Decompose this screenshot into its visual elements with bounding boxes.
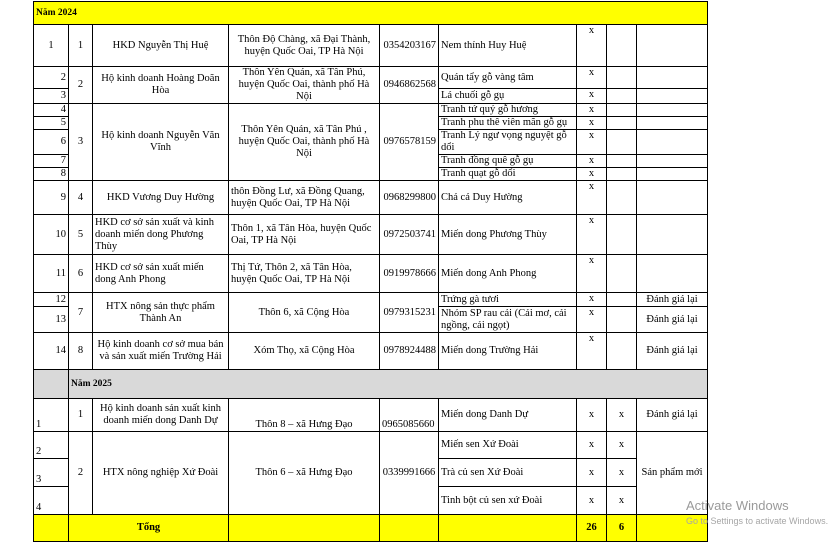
entity-name: HKD cơ sở sản xuất và kinh doanh miến dong Phương Thùy [93,215,229,255]
product-name: Nem thính Huy Huệ [439,25,577,67]
entity-phone: 0965085660 [380,399,439,432]
entity-number: 4 [69,181,93,215]
mark-cell: x [577,89,607,104]
row-number: 7 [34,155,69,168]
mark-cell: x [607,432,637,459]
entity-phone: 0946862568 [380,67,439,104]
row-number: 4 [34,104,69,117]
row-number: 1 [34,25,69,67]
row-number: 2 [34,432,69,459]
empty-cell [607,215,637,255]
row-number: 2 [34,67,69,89]
mark-cell: x [577,104,607,117]
note-cell [637,104,708,117]
product-name: Quán tẩy gỗ vàng tâm [439,67,577,89]
product-name: Miến dong Phương Thùy [439,215,577,255]
entity-phone: 0919978666 [380,255,439,293]
mark-cell: x [577,432,607,459]
entity-name: HTX nông sản thực phẩm Thành An [93,293,229,333]
note-cell [637,89,708,104]
entity-phone: 0978924488 [380,333,439,370]
mark-cell: x [607,399,637,432]
entity-number: 2 [69,67,93,104]
mark-cell: x [577,459,607,487]
entity-name: HKD cơ sở sản xuất miến dong Anh Phong [93,255,229,293]
total-empty [380,515,439,542]
product-name: Tranh phu thê viên mãn gỗ gụ [439,117,577,130]
total-empty [229,515,380,542]
mark-cell: x [577,25,607,67]
product-name: Miến dong Anh Phong [439,255,577,293]
row-number: 4 [34,487,69,515]
entity-name: Hộ kinh doanh cơ sở mua bán và sản xuất miến Trường Hải [93,333,229,370]
entity-address: Thôn 6, xã Cộng Hòa [229,293,380,333]
entity-address: Thôn Độ Chàng, xã Đại Thành, huyện Quốc Oai, TP Hà Nội [229,25,380,67]
entity-name: HTX nông nghiệp Xứ Đoài [93,432,229,515]
section-header-2024: Năm 2024 [34,2,708,25]
entity-address: Thôn 1, xã Tân Hòa, huyện Quốc Oai, TP Hà Nội [229,215,380,255]
row-number: 10 [34,215,69,255]
entity-address: thôn Đồng Lư, xã Đồng Quang, huyện Quốc Oai, TP Hà Nội [229,181,380,215]
entity-phone: 0339991666 [380,432,439,515]
entity-address: Thôn Yên Quán, xã Tân Phú, huyện Quốc Oai, thành phố Hà Nội [229,67,380,104]
note-cell [637,168,708,181]
empty-cell [607,89,637,104]
entity-phone: 0979315231 [380,293,439,333]
mark-cell: x [577,168,607,181]
row-number: 6 [34,130,69,155]
note-cell [637,67,708,89]
empty-cell [607,25,637,67]
mark-cell: x [577,117,607,130]
entity-phone: 0976578159 [380,104,439,181]
mark-cell: x [577,333,607,370]
note-cell: Đánh giá lại [637,333,708,370]
entity-name: Hộ kinh doanh Hoàng Doãn Hòa [93,67,229,104]
entity-name: Hộ kinh doanh sản xuất kinh doanh miến dong Danh Dự [93,399,229,432]
row-number: 3 [34,459,69,487]
row-number: 11 [34,255,69,293]
mark-cell: x [577,307,607,333]
empty-cell [607,104,637,117]
empty-cell [607,255,637,293]
row-number: 5 [34,117,69,130]
total-empty [34,515,69,542]
empty-cell [607,155,637,168]
row-number: 13 [34,307,69,333]
product-name: Miến dong Danh Dự [439,399,577,432]
product-name: Tinh bột củ sen xứ Đoài [439,487,577,515]
product-name: Nhóm SP rau cải (Cải mơ, cải ngồng, cải ngọt) [439,307,577,333]
note-cell [637,215,708,255]
product-name: Trứng gà tươi [439,293,577,307]
mark-cell: x [577,67,607,89]
entity-address: Thôn Yên Quán, xã Tân Phú , huyện Quốc Oai, thành phố Hà Nội [229,104,380,181]
empty-cell [607,130,637,155]
mark-cell: x [577,399,607,432]
total-count-x: 26 [577,515,607,542]
product-name: Miến sen Xứ Đoài [439,432,577,459]
entity-number: 5 [69,215,93,255]
total-label: Tổng [69,515,229,542]
row-number: 8 [34,168,69,181]
note-cell: Sản phẩm mới [637,432,708,515]
mark-cell: x [577,293,607,307]
product-name: Tranh tứ quý gỗ hương [439,104,577,117]
mark-cell: x [607,487,637,515]
mark-cell: x [577,130,607,155]
section-header-2025: Năm 2025 [69,370,708,399]
mark-cell: x [577,255,607,293]
note-cell: Đánh giá lại [637,399,708,432]
entity-address: Thị Tứ, Thôn 2, xã Tân Hòa, huyện Quốc Oai, TP Hà Nội [229,255,380,293]
empty-cell [607,181,637,215]
row-number: 3 [34,89,69,104]
row-number: 1 [34,399,69,432]
product-name: Tranh Lý ngư vọng nguyệt gỗ dổi [439,130,577,155]
activate-windows-watermark: Activate Windows [686,498,789,513]
entity-number: 3 [69,104,93,181]
note-cell [637,181,708,215]
entity-number: 7 [69,293,93,333]
product-name: Chả cá Duy Hường [439,181,577,215]
row-number: 14 [34,333,69,370]
note-cell: Đánh giá lại [637,307,708,333]
entity-name: Hộ kinh doanh Nguyễn Văn Vĩnh [93,104,229,181]
empty-cell [607,307,637,333]
entity-name: HKD Nguyễn Thị Huệ [93,25,229,67]
entity-number: 8 [69,333,93,370]
product-name: Lá chuối gỗ gụ [439,89,577,104]
empty-cell [607,333,637,370]
total-count-6: 6 [607,515,637,542]
note-cell [637,130,708,155]
entity-address: Xóm Thọ, xã Cộng Hòa [229,333,380,370]
mark-cell: x [607,459,637,487]
row-number: 9 [34,181,69,215]
note-cell [637,25,708,67]
entity-number: 1 [69,25,93,67]
entity-name: HKD Vương Duy Hường [93,181,229,215]
activate-windows-subtext: Go to Settings to activate Windows. [686,516,828,526]
note-cell [637,255,708,293]
note-cell: Đánh giá lại [637,293,708,307]
total-empty [439,515,577,542]
empty-cell [607,293,637,307]
entity-number: 2 [69,432,93,515]
entity-number: 1 [69,399,93,432]
product-table [33,1,708,542]
product-name: Tranh đồng quê gỗ gụ [439,155,577,168]
mark-cell: x [577,215,607,255]
product-name: Miến dong Trường Hải [439,333,577,370]
entity-address: Thôn 6 – xã Hưng Đạo [229,432,380,515]
note-cell [637,117,708,130]
mark-cell: x [577,155,607,168]
entity-phone: 0354203167 [380,25,439,67]
empty-cell [607,67,637,89]
entity-address: Thôn 8 – xã Hưng Đạo [229,399,380,432]
mark-cell: x [577,181,607,215]
entity-phone: 0972503741 [380,215,439,255]
row-number: 12 [34,293,69,307]
note-cell [637,155,708,168]
empty-cell [607,168,637,181]
entity-number: 6 [69,255,93,293]
entity-phone: 0968299800 [380,181,439,215]
product-name: Trà củ sen Xứ Đoài [439,459,577,487]
mark-cell: x [577,487,607,515]
empty-cell [607,117,637,130]
product-name: Tranh quạt gỗ dổi [439,168,577,181]
